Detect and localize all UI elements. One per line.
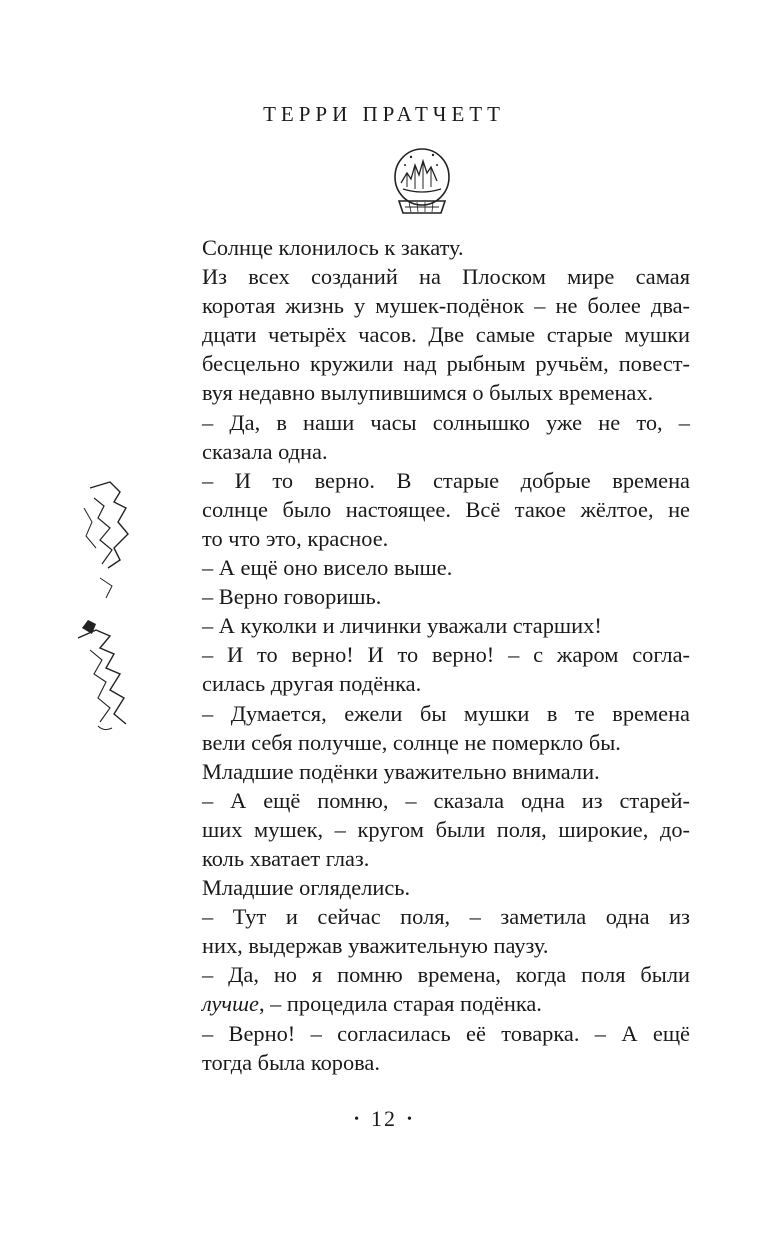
paragraph bbox=[160, 640, 690, 698]
text-line: вуя недавно вылупившимся о былых временах. bbox=[202, 380, 654, 406]
text-line: – Верно говоришь. bbox=[202, 584, 382, 610]
text-line: – А куколки и личинки уважали старших! bbox=[202, 613, 602, 639]
paragraph bbox=[160, 1019, 690, 1077]
text-line: Младшие огляделись. bbox=[202, 875, 411, 901]
text-line: то что это, красное. bbox=[202, 525, 389, 551]
text-line: тогда была корова. bbox=[202, 1049, 380, 1075]
italic-word: лучше bbox=[202, 991, 259, 1017]
text-line: коротая жизнь у мушек-подёнок – не более два- bbox=[202, 293, 690, 319]
text-line: – Думается, ежели бы мушки в те времена bbox=[202, 700, 690, 726]
paragraph bbox=[160, 233, 690, 262]
page-number: 12 bbox=[371, 1106, 397, 1131]
paragraph bbox=[160, 582, 690, 611]
running-header: ТЕРРИ ПРАТЧЕТТ bbox=[263, 102, 505, 126]
text-line: коль хватает глаз. bbox=[202, 845, 370, 871]
text-line: силась другая подёнка. bbox=[202, 671, 422, 697]
text-line: – А ещё оно висело выше. bbox=[202, 555, 453, 581]
paragraph bbox=[160, 873, 690, 902]
text-line: Солнце клонилось к закату. bbox=[202, 235, 464, 260]
paragraph bbox=[160, 553, 690, 582]
text-line: солнце было настоящее. Всё такое жёлтое, не bbox=[202, 496, 690, 522]
text-line: – Верно! – согласилась её товарка. – А ещё bbox=[202, 1020, 690, 1046]
paragraph bbox=[160, 262, 690, 407]
text-line: вели себя получше, солнце не померкло бы. bbox=[202, 729, 621, 755]
text-line: – Да, в наши часы солнышко уже не то, – bbox=[202, 409, 690, 435]
bullet-right: • bbox=[407, 1112, 414, 1127]
text-line: бесцельно кружили над рыбным ручьём, повест- bbox=[202, 351, 690, 377]
body-text bbox=[160, 233, 690, 1077]
snow-globe-illustration bbox=[387, 143, 457, 221]
text-line: Из всех созданий на Плоском мире самая bbox=[202, 264, 690, 290]
text-line: ших мушек, – кругом были поля, широкие, до- bbox=[202, 816, 690, 842]
text-line bbox=[160, 989, 690, 1018]
paragraph bbox=[160, 699, 690, 757]
text-line: – И то верно. В старые добрые времена bbox=[202, 467, 690, 493]
text-fragment: , – процедила старая подёнка. bbox=[258, 991, 542, 1017]
paragraph bbox=[160, 466, 690, 553]
text-line: Младшие подёнки уважительно внимали. bbox=[202, 758, 600, 784]
paragraph bbox=[160, 408, 690, 466]
text-line: дцати четырёх часов. Две самые старые мушки bbox=[202, 322, 690, 348]
paragraph bbox=[160, 611, 690, 640]
text-line: – И то верно! И то верно! – с жаром согла- bbox=[202, 642, 690, 668]
paragraph bbox=[160, 757, 690, 786]
text-line: – А ещё помню, – сказала одна из старей- bbox=[202, 787, 690, 813]
paragraph bbox=[160, 786, 690, 873]
paragraph bbox=[160, 960, 690, 1018]
text-line: сказала одна. bbox=[202, 438, 328, 464]
text-line: них, выдержав уважительную паузу. bbox=[202, 933, 549, 959]
text-line: – Да, но я помню времена, когда поля были bbox=[202, 962, 690, 988]
paragraph bbox=[160, 902, 690, 960]
bullet-left: • bbox=[354, 1112, 361, 1127]
page-footer bbox=[0, 1104, 768, 1135]
text-line: – Тут и сейчас поля, – заметила одна из bbox=[202, 904, 690, 930]
margin-sketch-illustration bbox=[70, 478, 140, 738]
